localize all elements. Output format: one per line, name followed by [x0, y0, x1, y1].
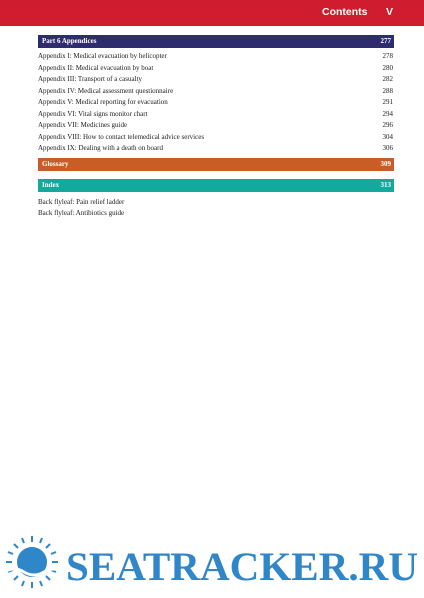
flyleaf-entry[interactable]: Back flyleaf: Antibiotics guide [38, 209, 125, 217]
sun-logo-icon [4, 536, 64, 588]
toc-entry-page: 306 [382, 144, 393, 152]
toc-entry-page: 291 [382, 98, 393, 106]
toc-entry[interactable] [38, 98, 393, 108]
toc-entry-label: Appendix IV: Medical assessment questionnaire [38, 86, 174, 95]
toc-entry-label: Appendix I: Medical evacuation by helicopter [38, 52, 167, 60]
toc-entry[interactable] [38, 121, 393, 131]
toc-entry-label: Appendix III: Transport of a casualty [38, 75, 143, 83]
header-title: Contents [322, 6, 368, 18]
watermark-text: SEATRACKER.RU [66, 544, 418, 589]
glossary-label: Glossary [42, 160, 69, 168]
toc-entry[interactable] [38, 110, 393, 120]
toc-entry-page: 278 [382, 52, 393, 60]
toc-entry[interactable] [38, 144, 393, 154]
toc-entry-page: 304 [382, 132, 393, 141]
glossary-heading[interactable] [38, 158, 394, 171]
toc-entry[interactable] [38, 75, 393, 85]
toc-entry-label: Appendix VII: Medicines guide [38, 121, 128, 129]
toc-entry[interactable] [38, 87, 393, 97]
glossary-page: 309 [380, 160, 391, 168]
flyleaf-entry[interactable]: Back flyleaf: Pain relief ladder [38, 198, 125, 206]
part6-heading[interactable] [38, 35, 394, 48]
toc-entry-label: Appendix II: Medical evacuation by boat [38, 63, 154, 72]
toc-entry-label: Appendix V: Medical reporting for evacuation [38, 98, 168, 106]
watermark [0, 528, 424, 598]
toc-entry-label: Appendix VIII: How to contact telemedical advice services [38, 132, 205, 141]
toc-entry-page: 294 [382, 109, 393, 118]
toc-entry-page: 280 [382, 63, 393, 72]
toc-entry-page: 282 [382, 75, 393, 83]
toc-entry-page: 288 [382, 86, 393, 95]
toc-entry-page: 296 [382, 121, 393, 129]
toc-entry[interactable] [38, 64, 393, 74]
toc-entry[interactable] [38, 133, 393, 143]
toc-entry-label: Appendix IX: Dealing with a death on board [38, 144, 163, 152]
header-page-number: V [386, 6, 394, 18]
index-heading[interactable] [38, 179, 394, 192]
index-page: 313 [380, 181, 391, 189]
toc-entry-label: Appendix VI: Vital signs monitor chart [38, 109, 148, 118]
part6-page: 277 [380, 37, 391, 45]
part6-label: Part 6 Appendices [42, 37, 97, 45]
index-label: Index [42, 181, 60, 189]
toc-entry[interactable] [38, 52, 393, 62]
